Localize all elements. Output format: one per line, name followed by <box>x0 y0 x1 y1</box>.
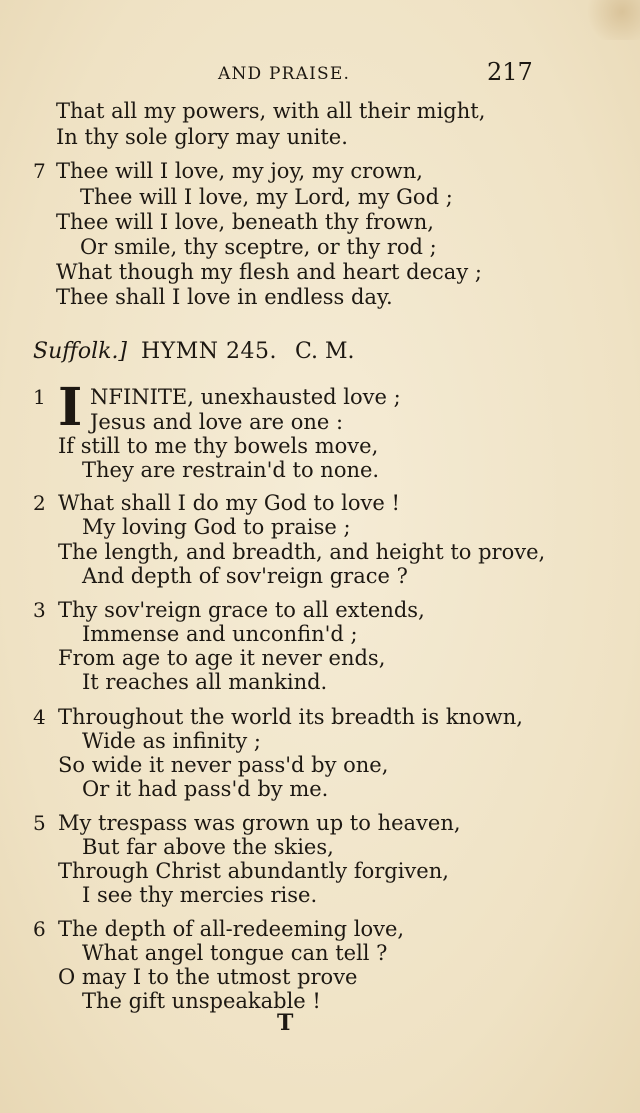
verse-line: If still to me thy bowels move, <box>58 434 379 458</box>
stanza-number: 5 <box>33 811 46 835</box>
verse-line: So wide it never pass'd by one, <box>58 753 389 777</box>
verse-line: Thee will I love, my joy, my crown, <box>56 159 423 183</box>
verse-line: Thee will I love, beneath thy frown, <box>56 210 434 234</box>
stanza-number: 2 <box>33 491 46 515</box>
verse-line: What shall I do my God to love ! <box>58 491 400 515</box>
verse-line: They are restrain'd to none. <box>82 458 380 482</box>
verse-line: That all my powers, with all their might, <box>56 99 486 123</box>
verse-line: O may I to the utmost prove <box>58 965 358 989</box>
running-head-title: AND PRAISE. <box>218 64 351 84</box>
verse-line: Immense and unconfin'd ; <box>82 622 358 646</box>
verse-line: From age to age it never ends, <box>58 646 386 670</box>
stanza-number: 7 <box>33 159 46 183</box>
tune-name: Suffolk.] <box>33 339 128 364</box>
verse-line: Thy sov'reign grace to all extends, <box>58 598 425 622</box>
verse-line: NFINITE, unexhausted love ; <box>90 385 401 409</box>
verse-line: It reaches all mankind. <box>82 670 328 694</box>
page-number: 217 <box>487 58 533 86</box>
verse-line: I see thy mercies rise. <box>82 883 318 907</box>
verse-line: The gift unspeakable ! <box>82 989 321 1013</box>
verse-line: But far above the skies, <box>82 835 334 859</box>
verse-line: My loving God to praise ; <box>82 515 351 539</box>
running-head <box>0 58 640 88</box>
stanza-number: 1 <box>33 385 46 409</box>
hymn-meter: C. M. <box>295 339 355 364</box>
drop-cap: I <box>58 377 83 438</box>
hymn-number: HYMN 245. <box>141 339 277 364</box>
page-stain <box>580 0 640 40</box>
verse-line: Thee shall I love in endless day. <box>56 285 393 309</box>
signature-mark: T <box>277 1010 294 1036</box>
verse-line: What though my flesh and heart decay ; <box>56 260 482 284</box>
verse-line: In thy sole glory may unite. <box>56 125 348 149</box>
stanza-number: 3 <box>33 598 46 622</box>
stanza-number: 6 <box>33 917 46 941</box>
verse-line: The length, and breadth, and height to prove, <box>58 540 546 564</box>
verse-line: Jesus and love are one : <box>90 410 344 434</box>
verse-line: My trespass was grown up to heaven, <box>58 811 461 835</box>
verse-line: And depth of sov'reign grace ? <box>82 564 408 588</box>
verse-line: Throughout the world its breadth is known, <box>58 705 523 729</box>
hymn-heading <box>33 339 633 369</box>
verse-line: Wide as infinity ; <box>82 729 261 753</box>
verse-line: Or smile, thy sceptre, or thy rod ; <box>80 235 437 259</box>
verse-line: What angel tongue can tell ? <box>82 941 388 965</box>
verse-line: Or it had pass'd by me. <box>82 777 329 801</box>
verse-line: Thee will I love, my Lord, my God ; <box>80 185 453 209</box>
stanza-number: 4 <box>33 705 46 729</box>
verse-line: The depth of all-redeeming love, <box>58 917 405 941</box>
verse-line: Through Christ abundantly forgiven, <box>58 859 449 883</box>
